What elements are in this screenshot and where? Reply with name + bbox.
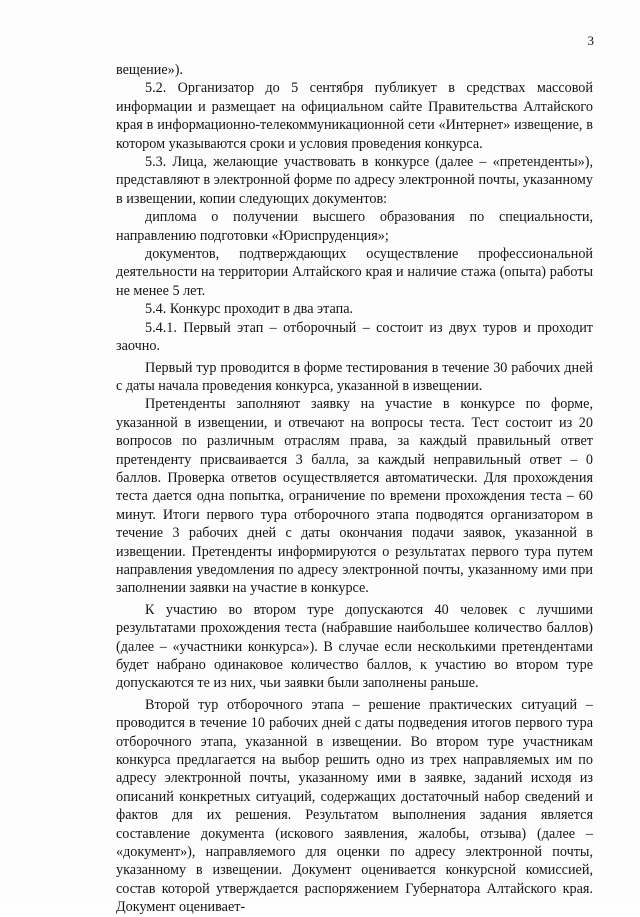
paragraph-diploma: диплома о получении высшего образования по специальности, направлению подготовки «Юриспруденция»; [116,209,593,244]
paragraph-second-round-admission: К участию во втором туре допускаются 40 человек с лучшими результатами прохождения теста (набравшие наибольшее количество баллов) (далее – «участники конкурса»). В случае если несколькими претендентами будет набрано одинаковое количество баллов, к участию во втором туре допускаются те из них, чьи заявки были заполнены раньше. [116,601,593,692]
paragraph-first-round: Первый тур проводится в форме тестирования в течение 30 рабочих дней с даты начала проведения конкурса, указанной в извещении. [116,359,593,394]
paragraph-experience-documents: документов, подтверждающих осуществление профессиональной деятельности на территории Алтайского края и наличие стажа (опыта) работы не менее 5 лет. [116,246,593,299]
page-number: 3 [587,33,594,48]
document-body [116,61,593,917]
paragraph-5-3: 5.3. Лица, желающие участвовать в конкурсе (далее – «претенденты»), представляют в электронной форме по адресу электронной почты, указанному в извещении, копии следующих документов: [116,154,593,207]
paragraph-5-4-1: 5.4.1. Первый этап – отборочный – состоит из двух туров и проходит заочно. [116,319,593,355]
paragraph-application-test: Претенденты заполняют заявку на участие в конкурсе по форме, указанной в извещении, и отвечают на вопросы теста. Тест состоит из 20 вопросов по различным отраслям права, за каждый правильный ответ претенденту присваивается 3 балла, за каждый неправильный ответ – 0 баллов. Проверка ответов осуществляется автоматически. Для прохождения теста дается одна попытка, ограничение по времени прохождения теста – 60 минут. Итоги первого тура отборочного этапа подводятся организатором в течение 3 рабочих дней с даты окончания подачи заявок, указанной в извещении. Претенденты информируются о результатах первого тура путем направления уведомления по адресу электронной почты, указанному ими при заполнении заявки на участие в конкурсе. [116,396,593,597]
paragraph-5-4: 5.4. Конкурс проходит в два этапа. [145,301,354,318]
paragraph-5-2: 5.2. Организатор до 5 сентября публикует в средствах массовой информации и размещает на официальном сайте Правительства Алтайского края в информационно-телекоммуникационной сети «Интернет» извещение, в котором указываются сроки и условия проведения конкурса. [116,80,593,152]
paragraph-continuation: вещение»). [116,62,183,78]
paragraph-second-round: Второй тур отборочного этапа – решение практических ситуаций – проводится в течение 10 рабочих дней с даты подведения итогов первого тура отборочного этапа, указанной в извещении. Во втором туре участникам конкурса предлагается на выбор решить одно из трех направляемых им по адресу электронной почты, указанному ими в заявке, заданий исходя из описаний конкретных ситуаций, содержащих достаточный набор сведений и фактов для их решения. Результатом выполнения задания является составление документа (искового заявления, жалобы, отзыва) (далее – «документ»), направляемого для оценки по адресу электронной почты, указанному в извещении. Документ оценивается конкурсной комиссией, состав которой утверждается распоряжением Губернатора Алтайского края. Документ оценивает- [116,696,593,916]
